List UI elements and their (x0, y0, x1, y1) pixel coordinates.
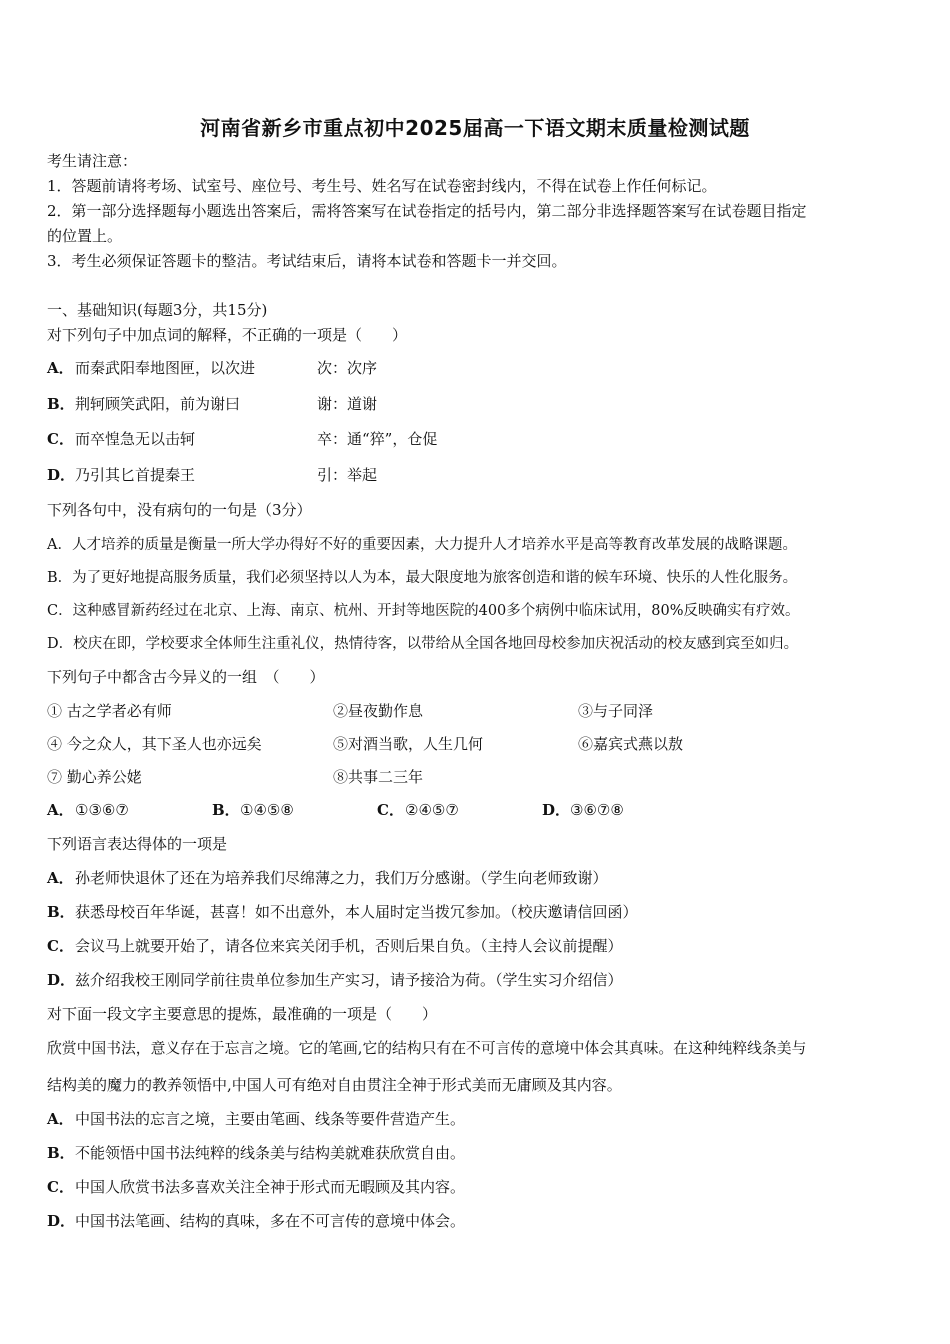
q4-option-d: D．兹介绍我校王刚同学前往贵单位参加生产实习，请予接洽为荷。（学生实习介绍信） (47, 971, 623, 989)
q1-option-d-note: 引：举起 (317, 466, 378, 484)
q4-stem: 下列语言表达得体的一项是 (47, 835, 228, 853)
q2-option-b: B．为了更好地提高服务质量，我们必须坚持以人为本，最大限度地为旅客创造和谐的候车环境、快乐的人性化服务。 (47, 570, 798, 586)
q3-answer-d: D．③⑥⑦⑧ (542, 801, 624, 819)
q3-item-8: ⑧共事二三年 (333, 768, 424, 786)
q3-item-4: ④ 今之众人，其下圣人也亦远矣 (47, 735, 262, 753)
q1-option-a: A．而秦武阳奉地图匣，以次进 (47, 359, 256, 377)
q3-item-1: ① 古之学者必有师 (47, 702, 172, 720)
notice-item-2: 2．第一部分选择题每小题选出答案后，需将答案写在试卷指定的括号内，第二部分非选择题答案写在试卷题目指定 (47, 202, 807, 220)
page-title: 河南省新乡市重点初中2025届高一下语文期末质量检测试题 (200, 116, 750, 140)
q3-answer-a: A．①③⑥⑦ (47, 801, 129, 819)
notice-item-3: 3．考生必须保证答题卡的整洁。考试结束后，请将本试卷和答题卡一并交回。 (47, 252, 567, 270)
q1-option-a-note: 次：次序 (317, 359, 378, 377)
q2-option-a: A．人才培养的质量是衡量一所大学办得好不好的重要因素，大力提升人才培养水平是高等教育改革发展的战略课题。 (47, 537, 797, 553)
q3-item-2: ②昼夜勤作息 (333, 702, 424, 720)
q3-stem: 下列句子中都含古今异义的一组 （ ） (47, 668, 325, 686)
q4-option-c: C．会议马上就要开始了，请各位来宾关闭手机，否则后果自负。（主持人会议前提醒） (47, 937, 623, 955)
q4-option-a: A．孙老师快退休了还在为培养我们尽绵薄之力，我们万分感谢。（学生向老师致谢） (47, 869, 608, 887)
q2-option-c: C．这种感冒新药经过在北京、上海、南京、杭州、开封等地医院的400多个病例中临床试用，80%反映确实有疗效。 (47, 603, 800, 619)
q5-stem: 对下面一段文字主要意思的提炼，最准确的一项是（ ） (47, 1005, 438, 1023)
q2-stem: 下列各句中，没有病句的一句是（3分） (47, 501, 312, 519)
q1-option-b-note: 谢：道谢 (317, 395, 378, 413)
q5-option-b: B．不能领悟中国书法纯粹的线条美与结构美就难获欣赏自由。 (47, 1144, 466, 1162)
q5-option-c: C．中国人欣赏书法多喜欢关注全神于形式而无暇顾及其内容。 (47, 1178, 466, 1196)
q3-item-3: ③与子同泽 (578, 702, 654, 720)
q5-passage-line-1: 欣赏中国书法，意义存在于忘言之境。它的笔画,它的结构只有在不可言传的意境中体会其真味。在这种纯粹线条美与 (47, 1040, 807, 1057)
q3-item-6: ⑥嘉宾式燕以敖 (578, 735, 684, 753)
notice-heading: 考生请注意： (47, 152, 138, 170)
q3-answer-b: B．①④⑤⑧ (212, 801, 294, 819)
q3-item-5: ⑤对酒当歌，人生几何 (333, 735, 484, 753)
q1-stem: 对下列句子中加点词的解释，不正确的一项是（ ） (47, 326, 408, 344)
notice-item-2-cont: 的位置上。 (47, 227, 123, 245)
q2-option-d: D．校庆在即，学校要求全体师生注重礼仪，热情待客，以带给从全国各地回母校参加庆祝活动的校友感到宾至如归。 (47, 636, 799, 652)
q4-option-b: B．获悉母校百年华诞，甚喜！如不出意外，本人届时定当拨冗参加。（校庆邀请信回函） (47, 903, 638, 921)
q1-option-c: C．而卒惶急无以击轲 (47, 430, 196, 448)
section-heading: 一、基础知识(每题3分，共15分) (47, 301, 268, 319)
q5-option-a: A．中国书法的忘言之境，主要由笔画、线条等要件营造产生。 (47, 1110, 466, 1128)
q3-answer-c: C．②④⑤⑦ (377, 801, 459, 819)
q1-option-d: D．乃引其匕首提秦王 (47, 466, 196, 484)
q5-passage-line-2: 结构美的魔力的教养领悟中,中国人可有绝对自由贯注全神于形式美而无庸顾及其内容。 (47, 1076, 622, 1094)
q1-option-b: B．荆轲顾笑武阳，前为谢曰 (47, 395, 241, 413)
q3-item-7: ⑦ 勤心养公姥 (47, 768, 142, 786)
q1-option-c-note: 卒：通“猝”，仓促 (317, 430, 438, 448)
q5-option-d: D．中国书法笔画、结构的真味，多在不可言传的意境中体会。 (47, 1212, 466, 1230)
notice-item-1: 1．答题前请将考场、试室号、座位号、考生号、姓名写在试卷密封线内，不得在试卷上作任何标记。 (47, 177, 717, 195)
